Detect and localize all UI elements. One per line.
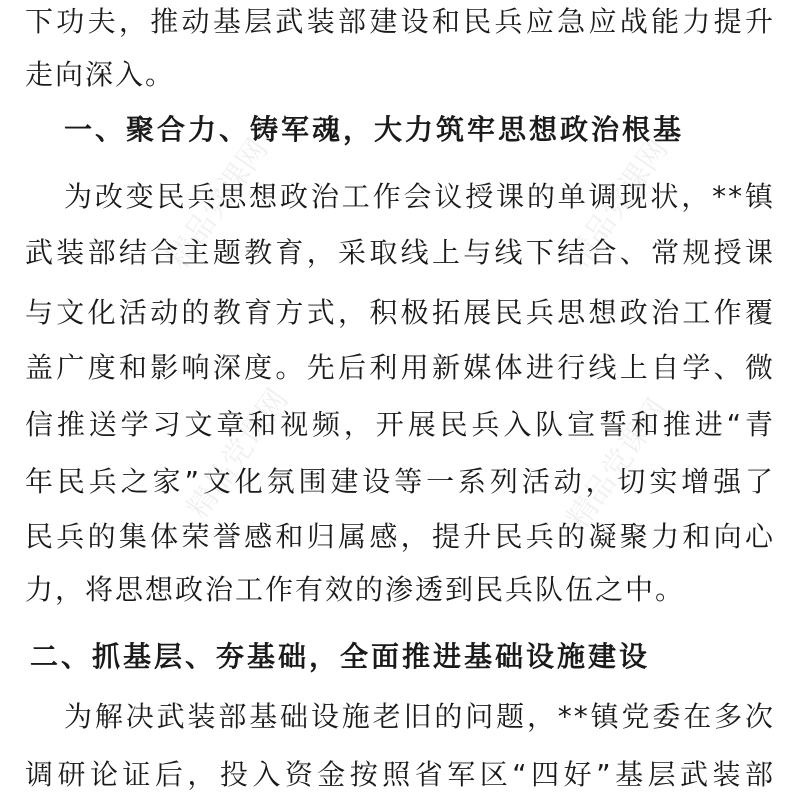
paragraph-line: 调研论证后，投入资金按照省军区“四好”基层武装部 (25, 758, 775, 791)
paragraph-line: 信推送学习文章和视频，开展民兵入队宣誓和推进“青 (25, 408, 775, 441)
paragraph-line: 为解决武装部基础设施老旧的问题，**镇党委在多次 (64, 700, 775, 733)
paragraph-line: 走向深入。 (25, 58, 176, 91)
watermark: 精品党课网 (180, 382, 296, 526)
watermark: 精品党课网 (560, 392, 676, 536)
watermark: 精品党课网 (560, 132, 676, 276)
paragraph-line: 盖广度和影响深度。先后利用新媒体进行线上自学、微 (25, 351, 775, 384)
paragraph-line: 年民兵之家”文化氛围建设等一系列活动，切实增强了 (25, 465, 775, 498)
paragraph-line: 下功夫，推动基层武装部建设和民兵应急应战能力提升 (25, 5, 775, 38)
section-heading-1: 一、聚合力、铸军魂，大力筑牢思想政治根基 (64, 113, 685, 146)
paragraph-line: 力，将思想政治工作有效的渗透到民兵队伍之中。 (25, 573, 686, 606)
paragraph-line: 为改变民兵思想政治工作会议授课的单调现状，**镇 (64, 180, 775, 213)
paragraph-line: 民兵的集体荣誉感和归属感，提升民兵的凝聚力和向心 (25, 520, 775, 553)
paragraph-line: 武装部结合主题教育，采取线上与线下结合、常规授课 (25, 236, 775, 269)
section-heading-2: 二、抓基层、夯基础，全面推进基础设施建设 (30, 640, 651, 673)
paragraph-line: 与文化活动的教育方式，积极拓展民兵思想政治工作覆 (25, 296, 775, 329)
watermark: 精品党课网 (160, 132, 276, 276)
